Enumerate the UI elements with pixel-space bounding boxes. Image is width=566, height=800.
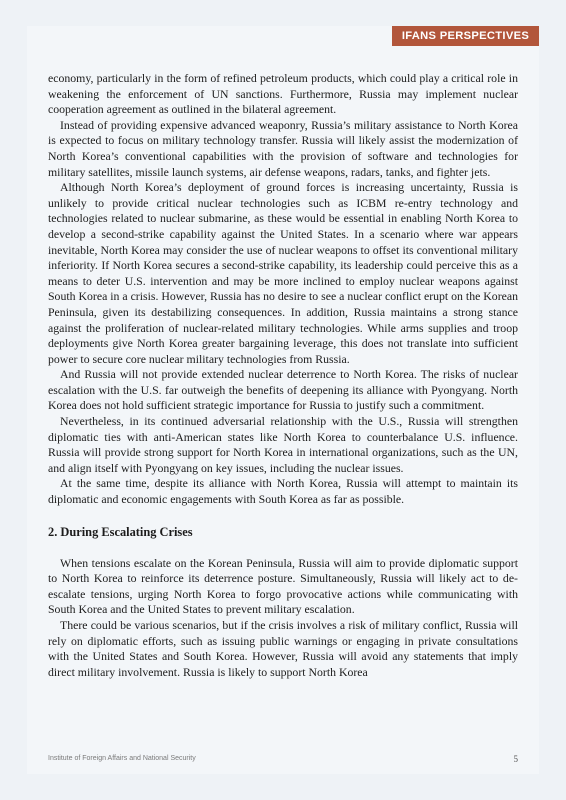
paragraph: And Russia will not provide extended nuclear deterrence to North Korea. The risks of nuclear escalation with the U.S. far outweigh the benefits of deepening its alliance with Pyongyang. North Korea does not hold sufficient strategic importance for Russia to justify such a commitment. xyxy=(48,367,518,413)
paragraph: There could be various scenarios, but if the crisis involves a risk of military conflict, Russia will rely on diplomatic efforts, such as issuing public warnings or engaging in private consultations with the United States and South Korea. However, Russia will avoid any statements that imply direct military involvement. Russia is likely to support North Korea xyxy=(48,618,518,679)
paragraph: economy, particularly in the form of refined petroleum products, which could play a critical role in weakening the enforcement of UN sanctions. Furthermore, Russia may implement nuclear cooperation agreement as outlined in the bilateral agreement. xyxy=(48,71,518,117)
footer-organization: Institute of Foreign Affairs and National Security xyxy=(48,755,196,762)
paragraph: At the same time, despite its alliance with North Korea, Russia will attempt to maintain its diplomatic and economic engagements with South Korea as far as possible. xyxy=(48,476,518,507)
section-heading: 2. During Escalating Crises xyxy=(48,524,193,539)
page-number: 5 xyxy=(513,754,518,764)
paragraph: Nevertheless, in its continued adversarial relationship with the U.S., Russia will strengthen diplomatic ties with anti-American states like North Korea to counterbalance U.S. influence. Russia will provide strong support for North Korea in international organizations, such as the UN, and align itself with Pyongyang on key issues, including the nuclear issues. xyxy=(48,414,518,475)
paragraph: Instead of providing expensive advanced weaponry, Russia’s military assistance to North Korea is expected to focus on military technology transfer. Russia will likely assist the modernization of North Korea’s conventional capabilities with the provision of software and technologies for military satellites, missile launch systems, air defense weapons, radars, tanks, and fighter jets. xyxy=(48,117,518,179)
paragraph: Although North Korea’s deployment of ground forces is increasing uncertainty, Russia is unlikely to provide critical nuclear technologies such as ICBM re-entry technology and technologies related to nuclear submarine, as these would be essential in enabling North Korea to develop a second-strike capability against the United States. In a scenario where war appears inevitable, North Korea may consider the use of nuclear weapons to offset its conventional military inferiority. If North Korea secures a second-strike capability, its leadership could perceive this as a means to deter U.S. intervention and may be more inclined to employ nuclear weapons against South Korea in a crisis. However, Russia has no desire to see a nuclear conflict erupt on the Korean Peninsula, given its destabilizing consequences. In addition, Russia maintains a strong stance against the proliferation of nuclear-related military technologies. While arms supplies and troop deployments give North Korea greater bargaining leverage, this does not translate into sufficient power to secure core nuclear military technologies from Russia. xyxy=(48,180,518,366)
body-text xyxy=(48,71,518,680)
paragraph: When tensions escalate on the Korean Peninsula, Russia will aim to provide diplomatic support to North Korea to reinforce its deterrence posture. Simultaneously, Russia will likely act to de-escalate tensions, urging North Korea to forgo provocative actions while communicating with South Korea and the United States to prevent military escalation. xyxy=(48,555,518,617)
series-header-band: IFANS PERSPECTIVES xyxy=(392,26,539,46)
